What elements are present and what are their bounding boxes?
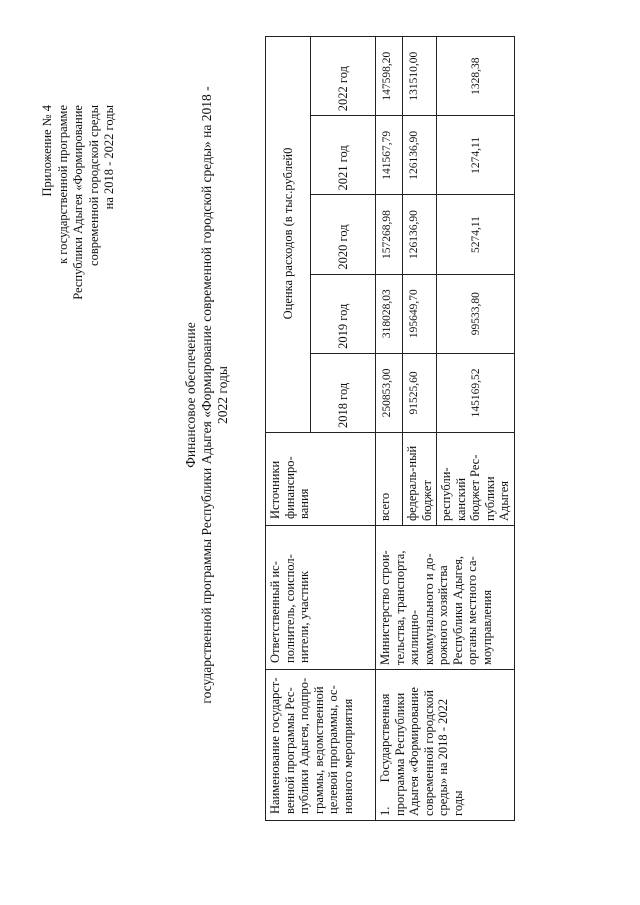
title-line: 2022 годы [215,366,230,424]
header-estimate: Оценка расходов (в тыс.рублей0 [266,37,311,433]
header-name: Наименование государст-венной программы Рес-публики Адыгея, подпро-граммы, ведомственной целевой программы, ос-новного мероприятия [266,670,376,821]
value-cell: 126136,90 [403,116,437,195]
program-name: Государственная программа Республики Адыгея «Формирование современной городской среды» на 2018 - 2022 годы [378,687,465,816]
header-year: 2022 год [311,37,376,116]
header-year: 2018 год [311,353,376,432]
header-year: 2021 год [311,116,376,195]
program-name-cell [376,670,515,821]
value-cell: 1274,11 [437,116,515,195]
header-year: 2019 год [311,274,376,353]
table-row [376,37,403,821]
value-cell: 126136,90 [403,195,437,274]
appendix-line: Республики Адыгея «Формирование [71,105,85,300]
value-cell: 157268,98 [376,195,403,274]
appendix-line: на 2018 - 2022 годы [102,105,116,210]
value-cell: 91525,60 [403,353,437,432]
document-title [183,35,231,755]
value-cell: 99533,80 [437,274,515,353]
value-cell: 195649,70 [403,274,437,353]
financing-table [265,36,515,821]
program-number: 1. [378,806,392,816]
source-cell: республи-канский бюджет Рес-публики Адыгея [437,433,515,526]
appendix-header [40,105,118,345]
value-cell: 131510,00 [403,37,437,116]
value-cell: 145169,52 [437,353,515,432]
value-cell: 5274,11 [437,195,515,274]
title-line: Финансовое обеспечение [183,322,198,468]
value-cell: 147598,20 [376,37,403,116]
appendix-line: к государственной программе [55,105,70,264]
value-cell: 250853,00 [376,353,403,432]
appendix-line: современной городской среды [86,105,101,266]
table-header-row [266,37,311,821]
appendix-line: Приложение № 4 [40,105,54,197]
value-cell: 141567,79 [376,116,403,195]
header-year: 2020 год [311,195,376,274]
source-cell: федераль-ный бюджет [403,433,437,526]
source-cell: всего [376,433,403,526]
title-line: государственной программы Республики Адыгея «Формирование современной городской среды» на 2018 - [199,86,214,704]
program-executor: Министерство строи-тельства, транспорта, жилищно-коммунального и до-рожного хозяйства Республики Адыгея, органы местного са-моуправления [376,526,515,670]
header-executor: Ответственный ис-полнитель, соиспол-нители, участник [266,526,376,670]
value-cell: 318028,03 [376,274,403,353]
value-cell: 1328,38 [437,37,515,116]
header-source: Источники финансиро-вания [266,433,376,526]
